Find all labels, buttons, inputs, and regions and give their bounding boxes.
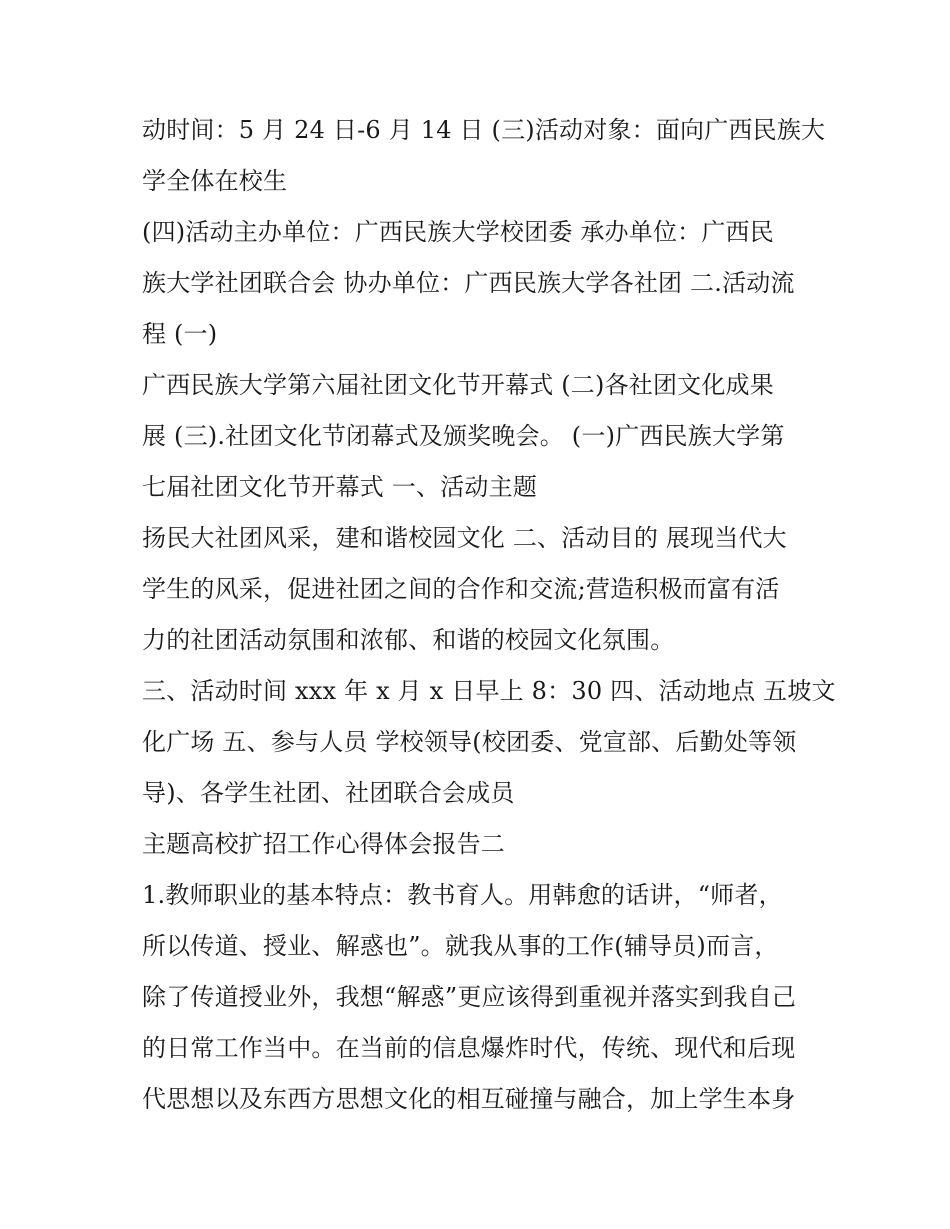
text-line: 广西民族大学第六届社团文化节开幕式 (二)各社团文化成果 — [142, 371, 774, 399]
text-line: 导)、各学生社团、社团联合会成员 — [142, 779, 515, 807]
text-line: 三、活动时间 xxx 年 x 月 x 日早上 8：30 四、活动地点 五坡文 — [142, 677, 836, 705]
text-line: 程 (一) — [142, 320, 218, 348]
text-line: 除了传道授业外，我想“解惑”更应该得到重视并落实到我自己 — [142, 983, 797, 1011]
text-line: 扬民大社团风采，建和谐校园文化 二、活动目的 展现当代大 — [142, 524, 787, 552]
text-line: 动时间：5 月 24 日-6 月 14 日 (三)活动对象：面向广西民族大 — [142, 116, 826, 144]
text-line: 展 (三).社团文化节闭幕式及颁奖晚会。 (一)广西民族大学第 — [142, 422, 785, 450]
text-line: 1.教师职业的基本特点：教书育人。用韩愈的话讲，“师者， — [142, 881, 783, 909]
text-line: (四)活动主办单位：广西民族大学校团委 承办单位：广西民 — [142, 218, 774, 246]
text-line: 七届社团文化节开幕式 一、活动主题 — [142, 473, 538, 501]
text-line: 的日常工作当中。在当前的信息爆炸时代，传统、现代和后现 — [142, 1034, 796, 1062]
text-line: 学全体在校生 — [142, 167, 288, 195]
text-line: 代思想以及东西方思想文化的相互碰撞与融合，加上学生本身 — [142, 1085, 796, 1113]
text-line: 力的社团活动氛围和浓郁、和谐的校园文化氛围。 — [142, 626, 675, 654]
section-heading: 主题高校扩招工作心得体会报告二 — [142, 830, 505, 858]
text-line: 所以传道、授业、解惑也”。就我从事的工作(辅导员)而言， — [142, 932, 779, 960]
text-line: 学生的风采，促进社团之间的合作和交流;营造积极而富有活 — [142, 575, 780, 603]
text-line: 族大学社团联合会 协办单位：广西民族大学各社团 二.活动流 — [142, 269, 795, 297]
document-body — [142, 105, 836, 1125]
text-line: 化广场 五、参与人员 学校领导(校团委、党宣部、后勤处等领 — [142, 728, 797, 756]
